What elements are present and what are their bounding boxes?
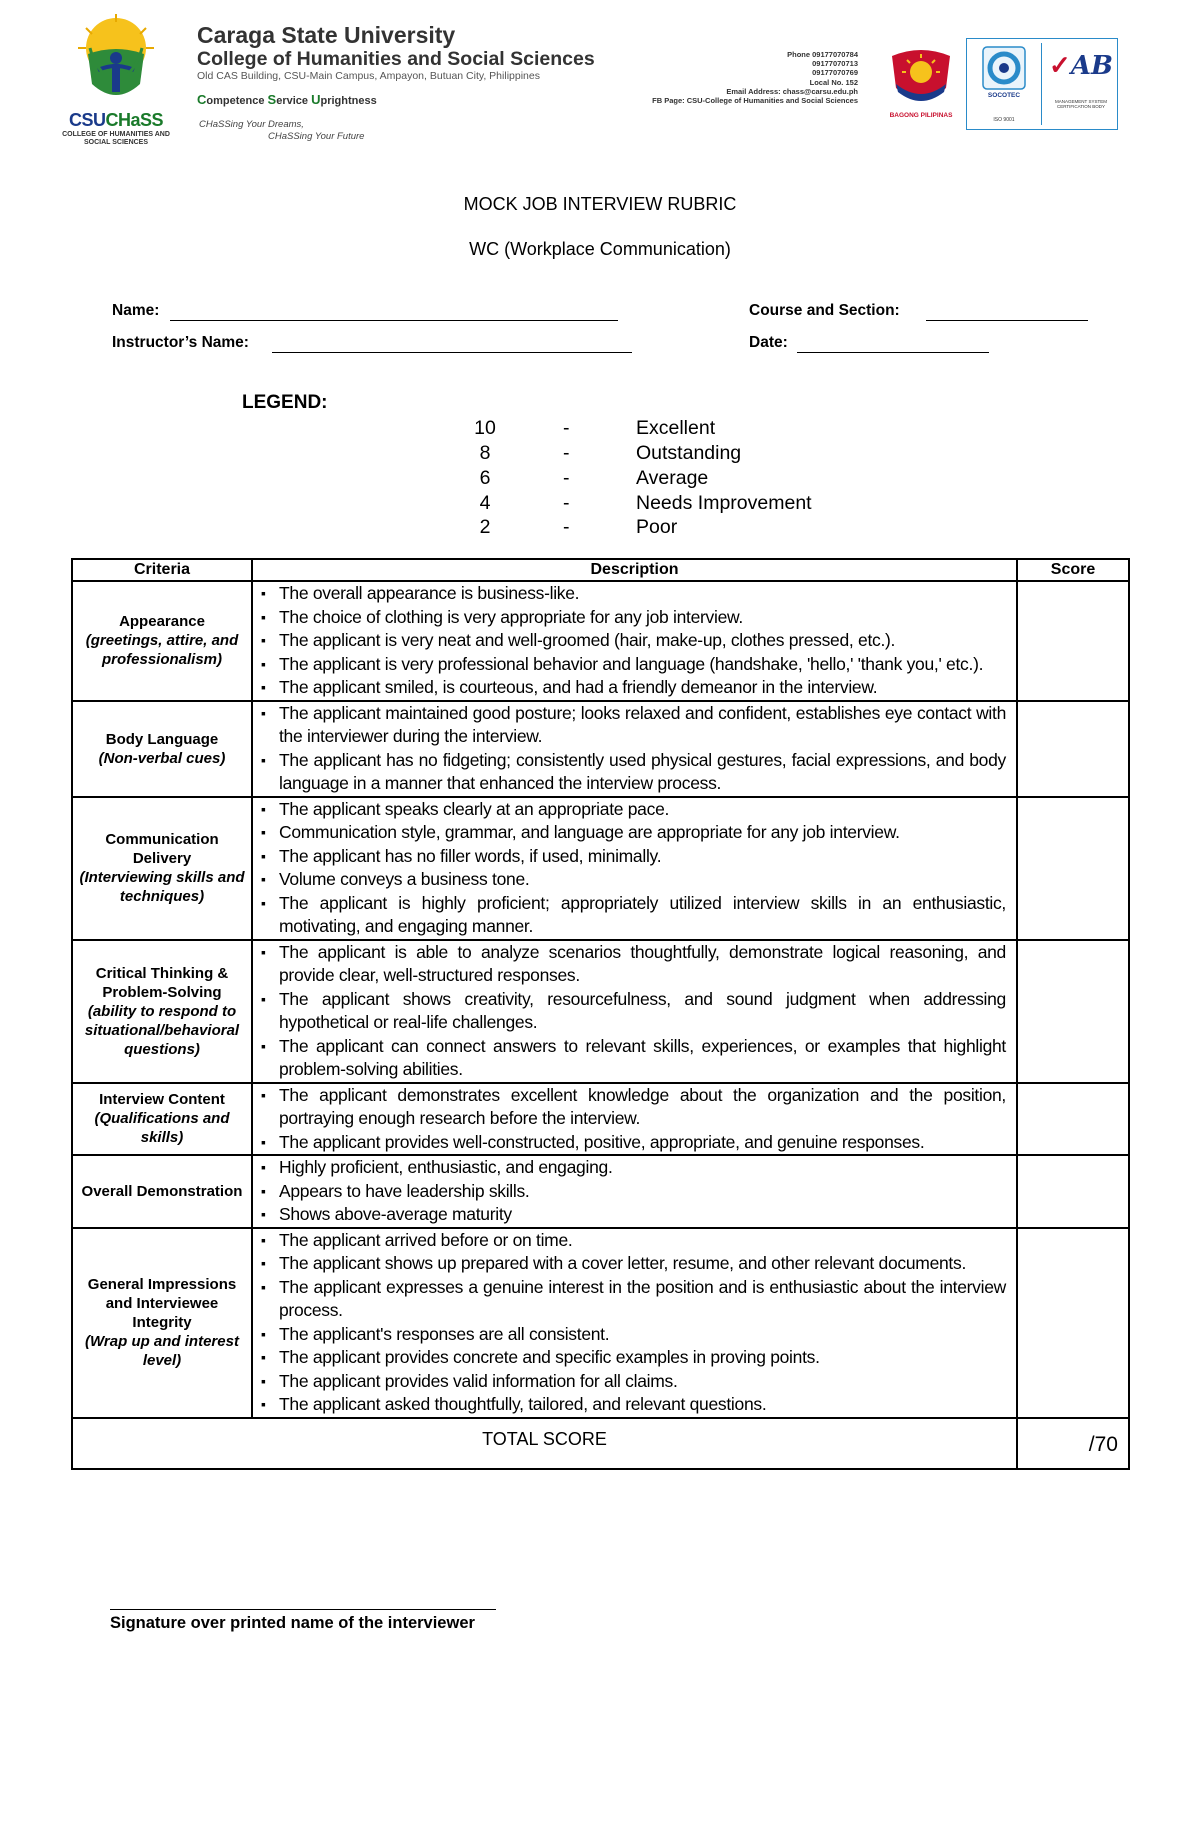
description-cell	[252, 1083, 1017, 1156]
table-row	[72, 1155, 1129, 1228]
score-cell[interactable]	[1017, 701, 1129, 797]
description-item: ▪ Appears to have leadership skills.	[257, 1180, 1006, 1204]
table-row	[72, 581, 1129, 701]
criteria-title: Body Language	[105, 730, 219, 748]
legend-dash: -	[563, 516, 570, 538]
description-item: ▪ The applicant expresses a genuine interest in the position and is enthusiastic about the interview process.	[257, 1276, 1006, 1323]
legend-dash: -	[563, 442, 570, 464]
description-item: ▪ The applicant is highly proficient; appropriately utilized interview skills in an enthusiastic, motivating, and engaging manner.	[257, 892, 1006, 939]
legend-score: 4	[479, 492, 491, 514]
description-item: ▪ The applicant provides concrete and specific examples in proving points.	[257, 1346, 1006, 1370]
logo-wordmark-accent: CHaSS	[105, 110, 164, 130]
criteria-title: Overall Demonstration	[81, 1182, 243, 1200]
contact-line: Local No. 152	[809, 77, 858, 87]
logo-wordmark-main: CSU	[68, 110, 106, 130]
table-row	[72, 1228, 1129, 1418]
legend-label: Needs Improvement	[636, 492, 812, 514]
description-item: ▪ The applicant shows creativity, resourcefulness, and sound judgment when addressing hypothetical or real-life challenges.	[257, 988, 1006, 1035]
description-cell	[252, 581, 1017, 701]
legend-score: 10	[474, 417, 496, 439]
ab-sublabel: MANAGEMENT SYSTEM CERTIFICATION BODY	[1055, 99, 1107, 109]
bagong-pilipinas-logo	[880, 48, 962, 124]
socotec-icon	[981, 45, 1027, 91]
legend-score: 8	[479, 442, 491, 464]
criteria-cell	[72, 797, 252, 940]
name-label: Name:	[112, 302, 160, 319]
score-cell[interactable]	[1017, 1083, 1129, 1156]
criteria-subtitle: (ability to respond to situational/behavioral questions)	[84, 1002, 240, 1058]
criteria-subtitle: (Wrap up and interest level)	[85, 1333, 239, 1369]
legend-label: Average	[636, 467, 709, 489]
score-cell[interactable]	[1017, 1228, 1129, 1418]
chass-seal-icon	[74, 14, 158, 110]
description-item: ▪ The overall appearance is business-like.	[257, 582, 1006, 606]
description-item: ▪ Communication style, grammar, and language are appropriate for any job interview.	[257, 821, 1006, 845]
table-row	[72, 940, 1129, 1083]
description-item: ▪ Shows above-average maturity	[257, 1203, 1006, 1227]
table-row	[72, 797, 1129, 940]
legend-dash: -	[563, 467, 570, 489]
motto-initial: C	[197, 92, 207, 107]
criteria-subtitle: (Non-verbal cues)	[98, 749, 226, 767]
description-item: ▪ The applicant arrived before or on time.	[257, 1229, 1006, 1253]
criteria-subtitle: (Interviewing skills and techniques)	[79, 869, 245, 905]
criteria-cell	[72, 581, 252, 701]
name-field[interactable]	[170, 320, 618, 321]
description-item: ▪ The applicant smiled, is courteous, and had a friendly demeanor in the interview.	[257, 676, 1006, 700]
signature-label: Signature over printed name of the interviewer	[110, 1614, 475, 1632]
motto-rest: prightness	[320, 95, 377, 107]
total-score-label: TOTAL SCORE	[72, 1418, 1017, 1469]
criteria-cell	[72, 1155, 252, 1228]
description-item: ▪ The applicant speaks clearly at an appropriate pace.	[257, 798, 1006, 822]
college-motto	[197, 92, 377, 107]
signature-line[interactable]	[110, 1609, 496, 1610]
ab-check-icon: ✓	[1049, 51, 1071, 81]
score-cell[interactable]	[1017, 797, 1129, 940]
criteria-cell	[72, 701, 252, 797]
criteria-title: Critical Thinking & Problem-Solving	[95, 964, 229, 1001]
description-cell	[252, 797, 1017, 940]
bagong-pilipinas-icon	[880, 48, 962, 110]
score-cell[interactable]	[1017, 581, 1129, 701]
description-cell	[252, 1155, 1017, 1228]
description-cell	[252, 701, 1017, 797]
motto-initial: S	[267, 92, 277, 107]
college-address: Old CAS Building, CSU-Main Campus, Ampayon, Butuan City, Philippines	[197, 70, 540, 82]
description-item: ▪ Highly proficient, enthusiastic, and engaging.	[257, 1156, 1006, 1180]
contact-info	[560, 50, 858, 105]
criteria-cell	[72, 1228, 252, 1418]
contact-line: Email Address: chass@carsu.edu.ph	[726, 86, 858, 96]
description-item: ▪ The applicant shows up prepared with a cover letter, resume, and other relevant documents.	[257, 1252, 1006, 1276]
criteria-title: Appearance	[119, 613, 205, 631]
tagline-line-2: CHaSSing Your Future	[268, 131, 365, 142]
score-cell[interactable]	[1017, 940, 1129, 1083]
description-item: ▪ The applicant asked thoughtfully, tailored, and relevant questions.	[257, 1393, 1006, 1417]
contact-line: FB Page: CSU-College of Humanities and Social Sciences	[652, 96, 858, 106]
logo-subtext: COLLEGE OF HUMANITIES AND SOCIAL SCIENCES	[62, 131, 170, 146]
criteria-cell	[72, 1083, 252, 1156]
table-row	[72, 701, 1129, 797]
header-score: Score	[1017, 559, 1129, 581]
motto-initial: U	[311, 92, 321, 107]
header-criteria: Criteria	[72, 559, 252, 581]
legend-dash: -	[563, 417, 570, 439]
certification-logos	[966, 38, 1118, 130]
description-item: ▪ The applicant is able to analyze scenarios thoughtfully, demonstrate logical reasoning, and provide clear, well-structured responses.	[257, 941, 1006, 988]
description-item: ▪ The applicant is very professional behavior and language (handshake, 'hello,' 'thank you,' etc.).	[257, 653, 1006, 677]
description-item: ▪ The applicant demonstrates excellent knowledge about the organization and the position, portraying enough research before the interview.	[257, 1084, 1006, 1131]
description-item: ▪ The applicant's responses are all consistent.	[257, 1323, 1006, 1347]
description-item: ▪ The applicant has no fidgeting; consistently used physical gestures, facial expressions, and body language in a manner that enhanced the interview process.	[257, 749, 1006, 796]
instructor-label: Instructor’s Name:	[112, 334, 249, 351]
legend-score: 6	[479, 467, 491, 489]
table-row	[72, 1083, 1129, 1156]
criteria-subtitle: (Qualifications and skills)	[94, 1110, 230, 1147]
legend-title: LEGEND:	[242, 392, 328, 413]
rubric-table	[71, 558, 1130, 1470]
description-cell	[252, 940, 1017, 1083]
criteria-title: Interview Content	[99, 1091, 225, 1109]
total-row	[72, 1418, 1129, 1469]
course-section-label: Course and Section:	[749, 302, 900, 319]
csu-chass-logo	[56, 14, 176, 152]
criteria-cell	[72, 940, 252, 1083]
motto-rest: ervice	[276, 95, 312, 107]
legend-label: Excellent	[636, 417, 716, 439]
score-cell[interactable]	[1017, 1155, 1129, 1228]
criteria-subtitle: (greetings, attire, and professionalism)	[85, 632, 239, 669]
motto-rest: ompetence	[206, 95, 268, 107]
description-item: ▪ The applicant has no filler words, if used, minimally.	[257, 845, 1006, 869]
total-score-value[interactable]: /70	[1017, 1418, 1129, 1469]
cert-divider	[1041, 43, 1042, 125]
date-field[interactable]	[797, 352, 989, 353]
criteria-title: General Impressions and Interviewee Integrity	[87, 1276, 237, 1331]
university-name: Caraga State University	[197, 22, 456, 48]
socotec-iso: ISO 9001	[993, 117, 1015, 123]
instructor-field[interactable]	[272, 352, 632, 353]
socotec-label: SOCOTEC	[987, 92, 1021, 99]
legend-score: 2	[479, 516, 491, 538]
letterhead	[0, 0, 1200, 160]
description-item: ▪ The applicant provides well-constructed, positive, appropriate, and genuine responses.	[257, 1131, 1006, 1155]
description-item: ▪ The choice of clothing is very appropriate for any job interview.	[257, 606, 1006, 630]
description-item: ▪ The applicant is very neat and well-groomed (hair, make-up, clothes pressed, etc.).	[257, 629, 1006, 653]
course-section-field[interactable]	[926, 320, 1088, 321]
legend-label: Poor	[636, 516, 678, 538]
legend-label: Outstanding	[636, 442, 742, 464]
description-item: ▪ The applicant maintained good posture; looks relaxed and confident, establishes eye contact with the interviewer during the interview.	[257, 702, 1006, 749]
header-description: Description	[252, 559, 1017, 581]
contact-line: 09177070713	[812, 59, 858, 69]
bagong-pilipinas-label: BAGONG PILIPINAS	[889, 112, 953, 119]
description-item: ▪ Volume conveys a business tone.	[257, 868, 1006, 892]
page-title: MOCK JOB INTERVIEW RUBRIC	[463, 194, 737, 214]
description-item: ▪ The applicant can connect answers to relevant skills, experiences, or examples that highlight problem-solving abilities.	[257, 1035, 1006, 1082]
table-header-row	[72, 559, 1129, 581]
date-label: Date:	[749, 334, 788, 351]
ab-text: AB	[1070, 51, 1113, 81]
college-name: College of Humanities and Social Sciences	[197, 48, 595, 70]
contact-line: Phone 09177070784	[787, 50, 858, 59]
description-cell	[252, 1228, 1017, 1418]
logo-wordmark	[56, 110, 176, 131]
legend-dash: -	[563, 492, 570, 514]
page-subtitle: WC (Workplace Communication)	[469, 239, 731, 259]
tagline-line-1: CHaSSing Your Dreams,	[199, 119, 304, 130]
criteria-title: Communication Delivery	[105, 831, 219, 867]
contact-line: 09177070769	[812, 68, 858, 78]
description-item: ▪ The applicant provides valid information for all claims.	[257, 1370, 1006, 1394]
ab-label	[1047, 51, 1115, 81]
